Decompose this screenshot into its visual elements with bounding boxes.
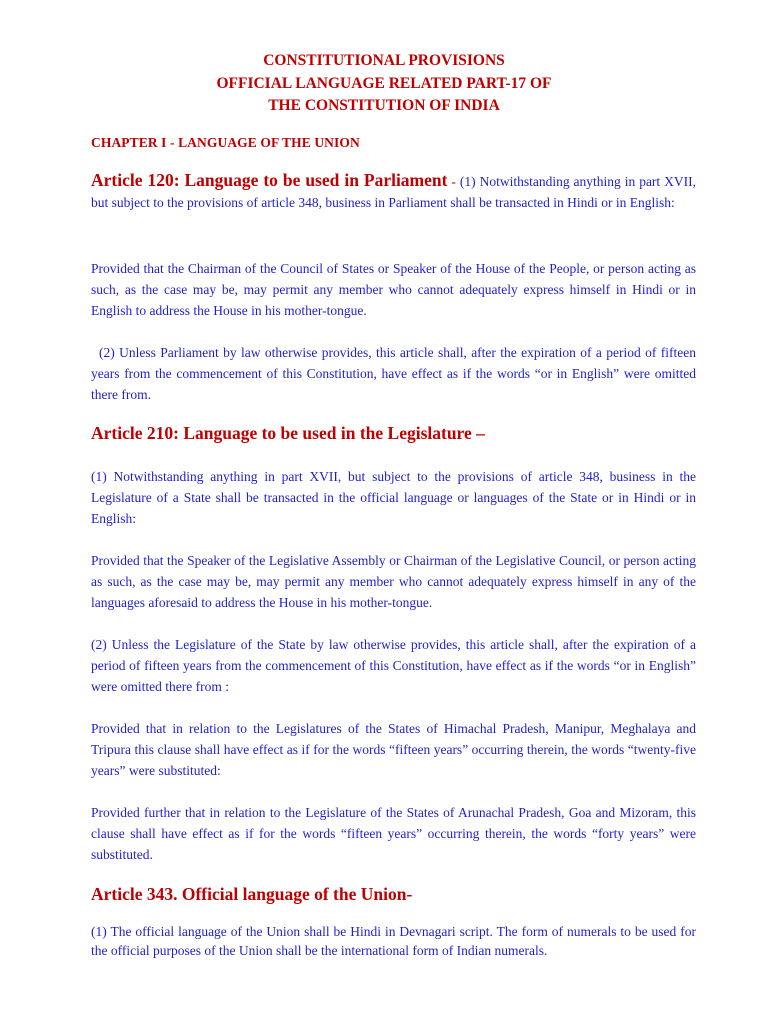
article-120-clause-2: (2) Unless Parliament by law otherwise provides, this article shall, after the expiration of a period of fifteen years from the commencement of this Constitution, have effect as if the words “or in English” were omitted there from. (91, 345, 696, 402)
article-210-clause-2: (2) Unless the Legislature of the State by law otherwise provides, this article shall, after the expiration of a period of fifteen years from the commencement of this Constitution, have effect as if the words “or in English” were omitted there from : (91, 637, 696, 694)
article-210-proviso-3: Provided further that in relation to the Legislature of the States of Arunachal Pradesh, Goa and Mizoram, this clause shall have effect as if for the words “fifteen years” occurring therein, the words “forty years” were substituted. (91, 805, 696, 862)
article-120-clause-1: (1) Notwithstanding anything in part XVII, but subject to the provisions of article 348, business in Parliament shall be transacted in Hindi or in English: (91, 174, 697, 210)
article-120-heading: Article 120: Language to be used in Parliament (91, 170, 448, 190)
article-343-heading: Article 343. Official language of the Union- (91, 884, 413, 904)
article-120-dash: - (447, 174, 460, 189)
document-title-line-1: CONSTITUTIONAL PROVISIONS (263, 52, 505, 69)
article-120-proviso: Provided that the Chairman of the Council of States or Speaker of the House of the People, or person acting as such, as the case may be, may permit any member who cannot adequately express himself in Hindi or in English to address the House in his mother-tongue. (91, 261, 696, 318)
article-210-clause-1: (1) Notwithstanding anything in part XVII, but subject to the provisions of article 348, business in the Legislature of a State shall be transacted in the official language or languages of the State or in Hindi or in English: (91, 469, 696, 526)
document-title-line-2: OFFICIAL LANGUAGE RELATED PART-17 OF (216, 75, 552, 92)
article-120-clause-1-paragraph (91, 170, 696, 213)
article-343-clause-1: (1) The official language of the Union shall be Hindi in Devnagari script. The form of numerals to be used for the official purposes of the Union shall be the international form of Indian numerals. (91, 924, 696, 958)
chapter-heading: CHAPTER I - LANGUAGE OF THE UNION (91, 135, 360, 150)
article-210-heading: Article 210: Language to be used in the Legislature – (91, 423, 485, 443)
document-title-line-3: THE CONSTITUTION OF INDIA (268, 97, 500, 114)
article-210-proviso-2: Provided that in relation to the Legislatures of the States of Himachal Pradesh, Manipur, Meghalaya and Tripura this clause shall have effect as if for the words “fifteen years” occurring therein, the words “twenty-five years” were substituted: (91, 721, 696, 778)
article-210-proviso: Provided that the Speaker of the Legislative Assembly or Chairman of the Legislative Council, or person acting as such, as the case may be, may permit any member who cannot adequately express himself in any of the languages aforesaid to address the House in his mother-tongue. (91, 553, 696, 610)
